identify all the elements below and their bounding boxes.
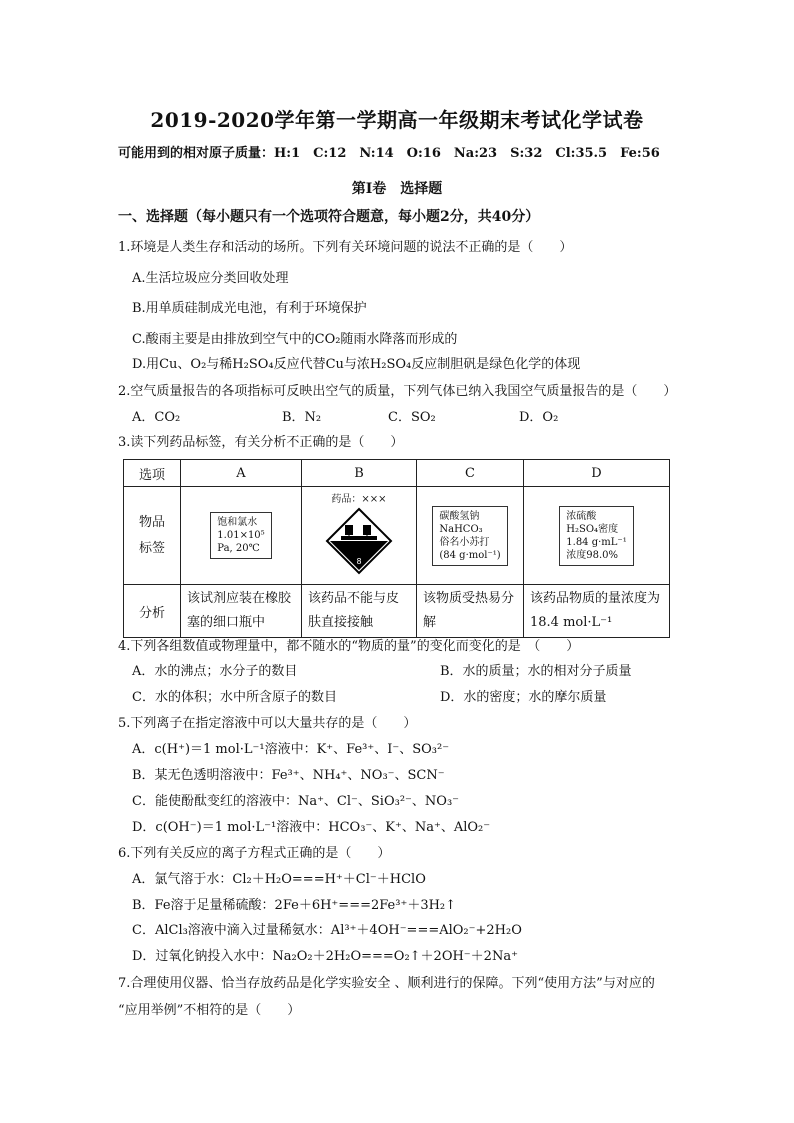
q3-label-b bbox=[302, 487, 417, 585]
q3-header-option: 选项 bbox=[124, 460, 181, 487]
q2-option-a: A．CO₂ bbox=[132, 410, 181, 425]
q3-row-label bbox=[124, 487, 181, 585]
q7-stem-line1: 7.合理使用仪器、恰当存放药品是化学实验安全 、顺利进行的保障。下列“使用方法”与对应的 bbox=[118, 976, 655, 991]
q1-option-d: D.用Cu、O₂与稀H₂SO₄反应代替Cu与浓H₂SO₄反应制胆矾是绿色化学的体现 bbox=[132, 357, 581, 372]
q5-option-a: A．c(H⁺)＝1 mol·L⁻¹溶液中：K⁺、Fe³⁺、I⁻、SO₃²⁻ bbox=[132, 742, 450, 757]
label-d-line3: 1.84 g·mL⁻¹ bbox=[566, 536, 627, 548]
label-a-line2: 1.01×10⁵ bbox=[217, 530, 265, 541]
q6-stem: 6.下列有关反应的离子方程式正确的是（ ） bbox=[118, 846, 391, 861]
q2-option-c: C．SO₂ bbox=[388, 410, 436, 425]
q4-option-b: B．水的质量；水的相对分子质量 bbox=[440, 664, 632, 679]
q6-option-b: B．Fe溶于足量稀硫酸：2Fe＋6H⁺===2Fe³⁺＋3H₂↑ bbox=[132, 898, 457, 913]
label-c-box bbox=[432, 506, 507, 566]
q5-option-b: B．某无色透明溶液中：Fe³⁺、NH₄⁺、NO₃⁻、SCN⁻ bbox=[132, 768, 445, 783]
q3-row-label-text: 物品标签 bbox=[138, 514, 165, 556]
exam-title: 2019-2020学年第一学期高一年级期末考试化学试卷 bbox=[150, 108, 644, 132]
q6-option-c: C．AlCl₃溶液中滴入过量稀氨水：Al³⁺＋4OH⁻===AlO₂⁻+2H₂O bbox=[132, 923, 522, 938]
q3-analysis-a: 该试剂应装在橡胶塞的细口瓶中 bbox=[181, 585, 302, 638]
q4-option-c: C．水的体积；水中所含原子的数目 bbox=[132, 690, 337, 705]
label-d-box bbox=[559, 506, 633, 566]
section-title: 一、选择题（每小题只有一个选项符合题意，每小题2分，共40分） bbox=[118, 209, 540, 225]
q4-stem: 4.下列各组数值或物理量中，都不随水的“物质的量”的变化而变化的是 （ ） bbox=[118, 639, 580, 654]
q3-row-analysis: 分析 bbox=[124, 585, 181, 638]
label-d-line2: H₂SO₄密度 bbox=[566, 523, 619, 535]
label-a-line3: Pa, 20℃ bbox=[217, 543, 260, 554]
q1-option-a: A.生活垃圾应分类回收处理 bbox=[132, 271, 289, 286]
atomic-masses: 可能用到的相对原子质量：H:1 C:12 N:14 O:16 Na:23 S:32 Cl:35.5 Fe:56 bbox=[118, 146, 660, 161]
q3-table bbox=[123, 459, 670, 638]
q4-option-d: D．水的密度；水的摩尔质量 bbox=[440, 690, 607, 705]
label-a-line1: 饱和氯水 bbox=[217, 517, 258, 528]
label-d-line1: 浓硫酸 bbox=[566, 510, 597, 522]
label-c-line1: 碳酸氢钠 bbox=[439, 510, 480, 522]
q3-header-b: B bbox=[302, 460, 417, 487]
q2-stem: 2.空气质量报告的各项指标可反映出空气的质量，下列气体已纳入我国空气质量报告的是（ ） bbox=[118, 384, 677, 399]
label-c-line4: (84 g·mol⁻¹) bbox=[439, 549, 501, 561]
label-d-line4: 浓度98.0% bbox=[566, 549, 619, 561]
q2-option-d: D．O₂ bbox=[519, 410, 559, 425]
label-a-box bbox=[210, 512, 271, 559]
q7-stem-line2: “应用举例”不相符的是（ ） bbox=[118, 1003, 301, 1018]
q1-option-c: C.酸雨主要是由排放到空气中的CO₂随雨水降落而形成的 bbox=[132, 332, 458, 347]
q1-stem: 1.环境是人类生存和活动的场所。下列有关环境问题的说法不正确的是（ ） bbox=[118, 240, 573, 255]
q3-stem: 3.读下列药品标签，有关分析不正确的是（ ） bbox=[118, 435, 404, 450]
q3-header-d: D bbox=[524, 460, 670, 487]
corrosive-hazard-icon bbox=[325, 507, 393, 575]
q5-option-d: D．c(OH⁻)＝1 mol·L⁻¹溶液中：HCO₃⁻、K⁺、Na⁺、AlO₂⁻ bbox=[132, 820, 491, 835]
q5-stem: 5.下列离子在指定溶液中可以大量共存的是（ ） bbox=[118, 716, 417, 731]
q5-option-c: C．能使酚酞变红的溶液中：Na⁺、Cl⁻、SiO₃²⁻、NO₃⁻ bbox=[132, 794, 460, 809]
q3-label-a bbox=[181, 487, 302, 585]
q3-header-c: C bbox=[417, 460, 524, 487]
q3-analysis-d: 该药品物质的量浓度为 18.4 mol·L⁻¹ bbox=[524, 585, 670, 638]
q2-option-b: B．N₂ bbox=[282, 410, 322, 425]
q6-option-d: D．过氧化钠投入水中：Na₂O₂＋2H₂O===O₂↑＋2OH⁻＋2Na⁺ bbox=[132, 949, 518, 964]
q3-header-a: A bbox=[181, 460, 302, 487]
q3-label-d bbox=[524, 487, 670, 585]
part-title: 第Ⅰ卷 选择题 bbox=[351, 181, 443, 197]
label-b-number: 8 bbox=[356, 557, 362, 566]
q3-analysis-c: 该物质受热易分解 bbox=[417, 585, 524, 638]
q4-option-a: A．水的沸点；水分子的数目 bbox=[132, 664, 298, 679]
q1-option-b: B.用单质硅制成光电池，有利于环境保护 bbox=[132, 301, 367, 316]
q3-analysis-b: 该药品不能与皮肤直接接触 bbox=[302, 585, 417, 638]
q3-label-c bbox=[417, 487, 524, 585]
label-c-line3: 俗名小苏打 bbox=[439, 536, 490, 548]
label-b-title: 药品：××× bbox=[331, 494, 387, 505]
label-c-line2: NaHCO₃ bbox=[439, 523, 483, 535]
q6-option-a: A．氯气溶于水：Cl₂＋H₂O===H⁺＋Cl⁻＋HClO bbox=[132, 872, 426, 887]
